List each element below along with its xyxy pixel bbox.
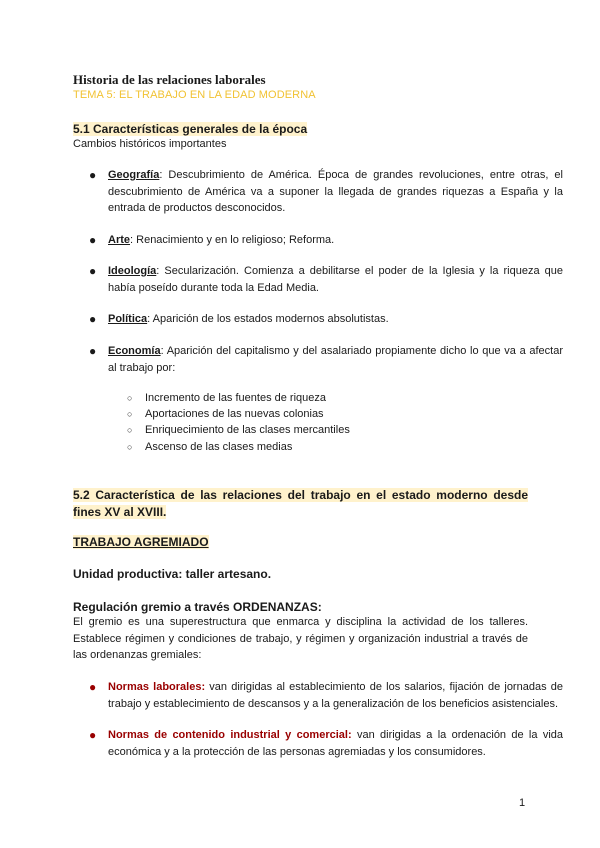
- bullet-icon: ●: [89, 344, 97, 358]
- document-subtitle: TEMA 5: EL TRABAJO EN LA EDAD MODERNA: [73, 89, 316, 101]
- list-item: ● Normas de contenido industrial y comercial: van dirigidas a la ordenación de la vida económica y a la protección de las personas agremiadas y los consumidores.: [89, 728, 563, 758]
- gremio-paragraph: El gremio es una superestructura que enmarca y disciplina la actividad de los talleres. Establece régimen y condiciones de trabajo, y régimen y organización industrial a través de las ordenanzas gremiales:: [73, 616, 528, 661]
- section-5-1-heading: 5.1 Características generales de la época: [73, 122, 308, 136]
- section-5-2-heading: 5.2 Característica de las relaciones del trabajo en el estado moderno desde fines XV al XVIII.: [73, 488, 528, 519]
- page-number: 1: [519, 797, 526, 809]
- section-5-1-intro: Cambios históricos importantes: [73, 138, 227, 150]
- list-item: ● Economía: Aparición del capitalismo y del asalariado propiamente dicho lo que va a afectar al trabajo por:: [89, 344, 563, 374]
- bullet-icon: ●: [89, 312, 97, 326]
- sub-list-item: ○ Aportaciones de las nuevas colonias: [145, 406, 324, 423]
- circle-bullet-icon: ○: [127, 425, 133, 435]
- list-item: ● Política: Aparición de los estados modernos absolutistas.: [89, 312, 389, 326]
- list-item: ● Ideología: Secularización. Comienza a debilitarse el poder de la Iglesia y la riqueza que había poseído durante toda la Edad Media.: [89, 264, 563, 294]
- list-item: ● Arte: Renacimiento y en lo religioso; Reforma.: [89, 233, 335, 247]
- list-item: ● Normas laborales: van dirigidas al establecimiento de los salarios, fijación de jornadas de trabajo y establecimiento de descansos y a la generalización de los beneficios asistenciales.: [89, 680, 563, 710]
- circle-bullet-icon: ○: [127, 393, 133, 403]
- list-item: ● Geografía: Descubrimiento de América. Época de grandes revoluciones, entre otras, el descubrimiento de América va a suponer la llegada de grandes riquezas a España y la entrada de productos desconocidos.: [89, 168, 563, 214]
- bullet-icon: ●: [89, 680, 97, 694]
- bullet-icon: ●: [89, 233, 97, 247]
- unidad-productiva: Unidad productiva: taller artesano.: [73, 567, 272, 581]
- circle-bullet-icon: ○: [127, 409, 133, 419]
- trabajo-agremiado-heading: TRABAJO AGREMIADO: [73, 535, 209, 549]
- bullet-icon: ●: [89, 728, 97, 742]
- document-title: Historia de las relaciones laborales: [73, 72, 266, 87]
- sub-list-item: ○ Enriquecimiento de las clases mercantiles: [145, 422, 350, 439]
- regulacion-heading: Regulación gremio a través ORDENANZAS:: [73, 600, 322, 614]
- bullet-icon: ●: [89, 264, 97, 278]
- circle-bullet-icon: ○: [127, 442, 133, 452]
- sub-list-item: ○ Incremento de las fuentes de riqueza: [145, 390, 326, 407]
- sub-list-item: ○ Ascenso de las clases medias: [145, 439, 292, 456]
- bullet-icon: ●: [89, 168, 97, 182]
